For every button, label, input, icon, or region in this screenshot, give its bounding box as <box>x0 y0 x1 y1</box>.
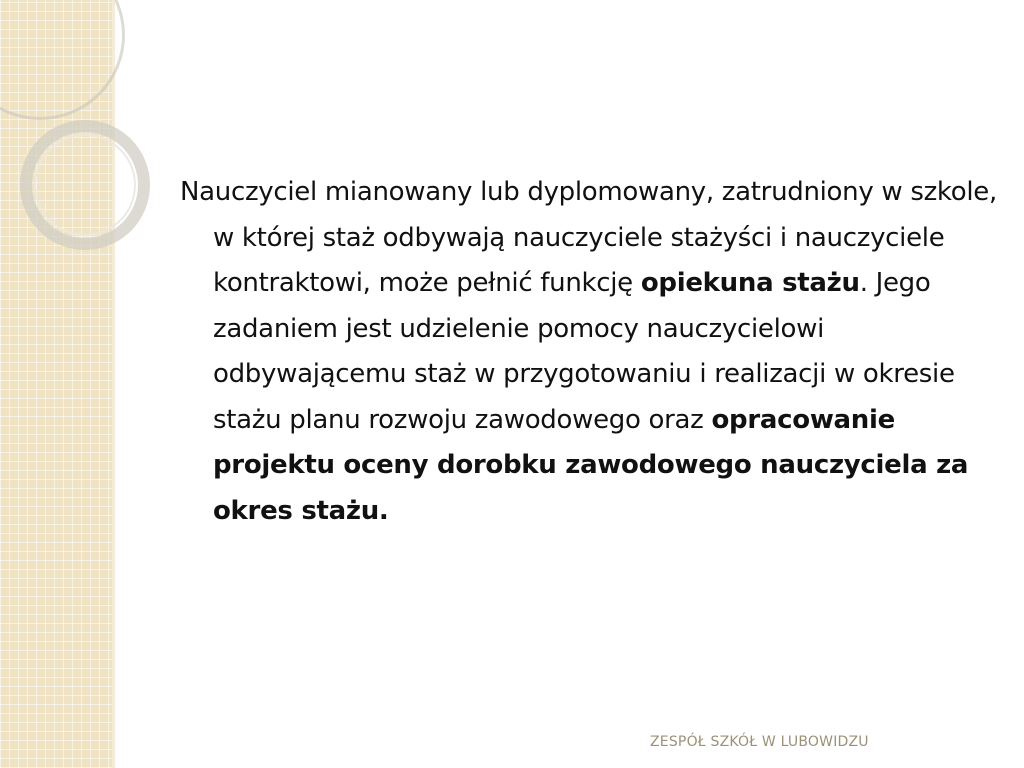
body-paragraph <box>180 170 1000 534</box>
decorative-ring-middle-inner <box>34 134 136 236</box>
body-text-2: . Jego zadaniem jest udzielenie pomocy nauczycielowi odbywającemu staż w przygotowaniu i realizacji w okresie stażu planu rozwoju zawodowego oraz <box>213 268 955 435</box>
side-panel-edge <box>112 0 115 768</box>
body-bold-2: opracowanie projektu oceny dorobku zawodowego nauczyciela za okres stażu. <box>213 404 969 526</box>
footer-school-name: ZESPÓŁ SZKÓŁ W LUBOWIDZU <box>650 734 869 750</box>
slide-content <box>180 170 1000 534</box>
body-bold-1: opiekuna stażu <box>640 268 860 298</box>
body-text-1: Nauczyciel mianowany lub dyplomowany, zatrudniony w szkole, w której staż odbywają nauczyciele stażyści i nauczyciele kontraktowi, może pełnić funkcję <box>180 177 997 298</box>
